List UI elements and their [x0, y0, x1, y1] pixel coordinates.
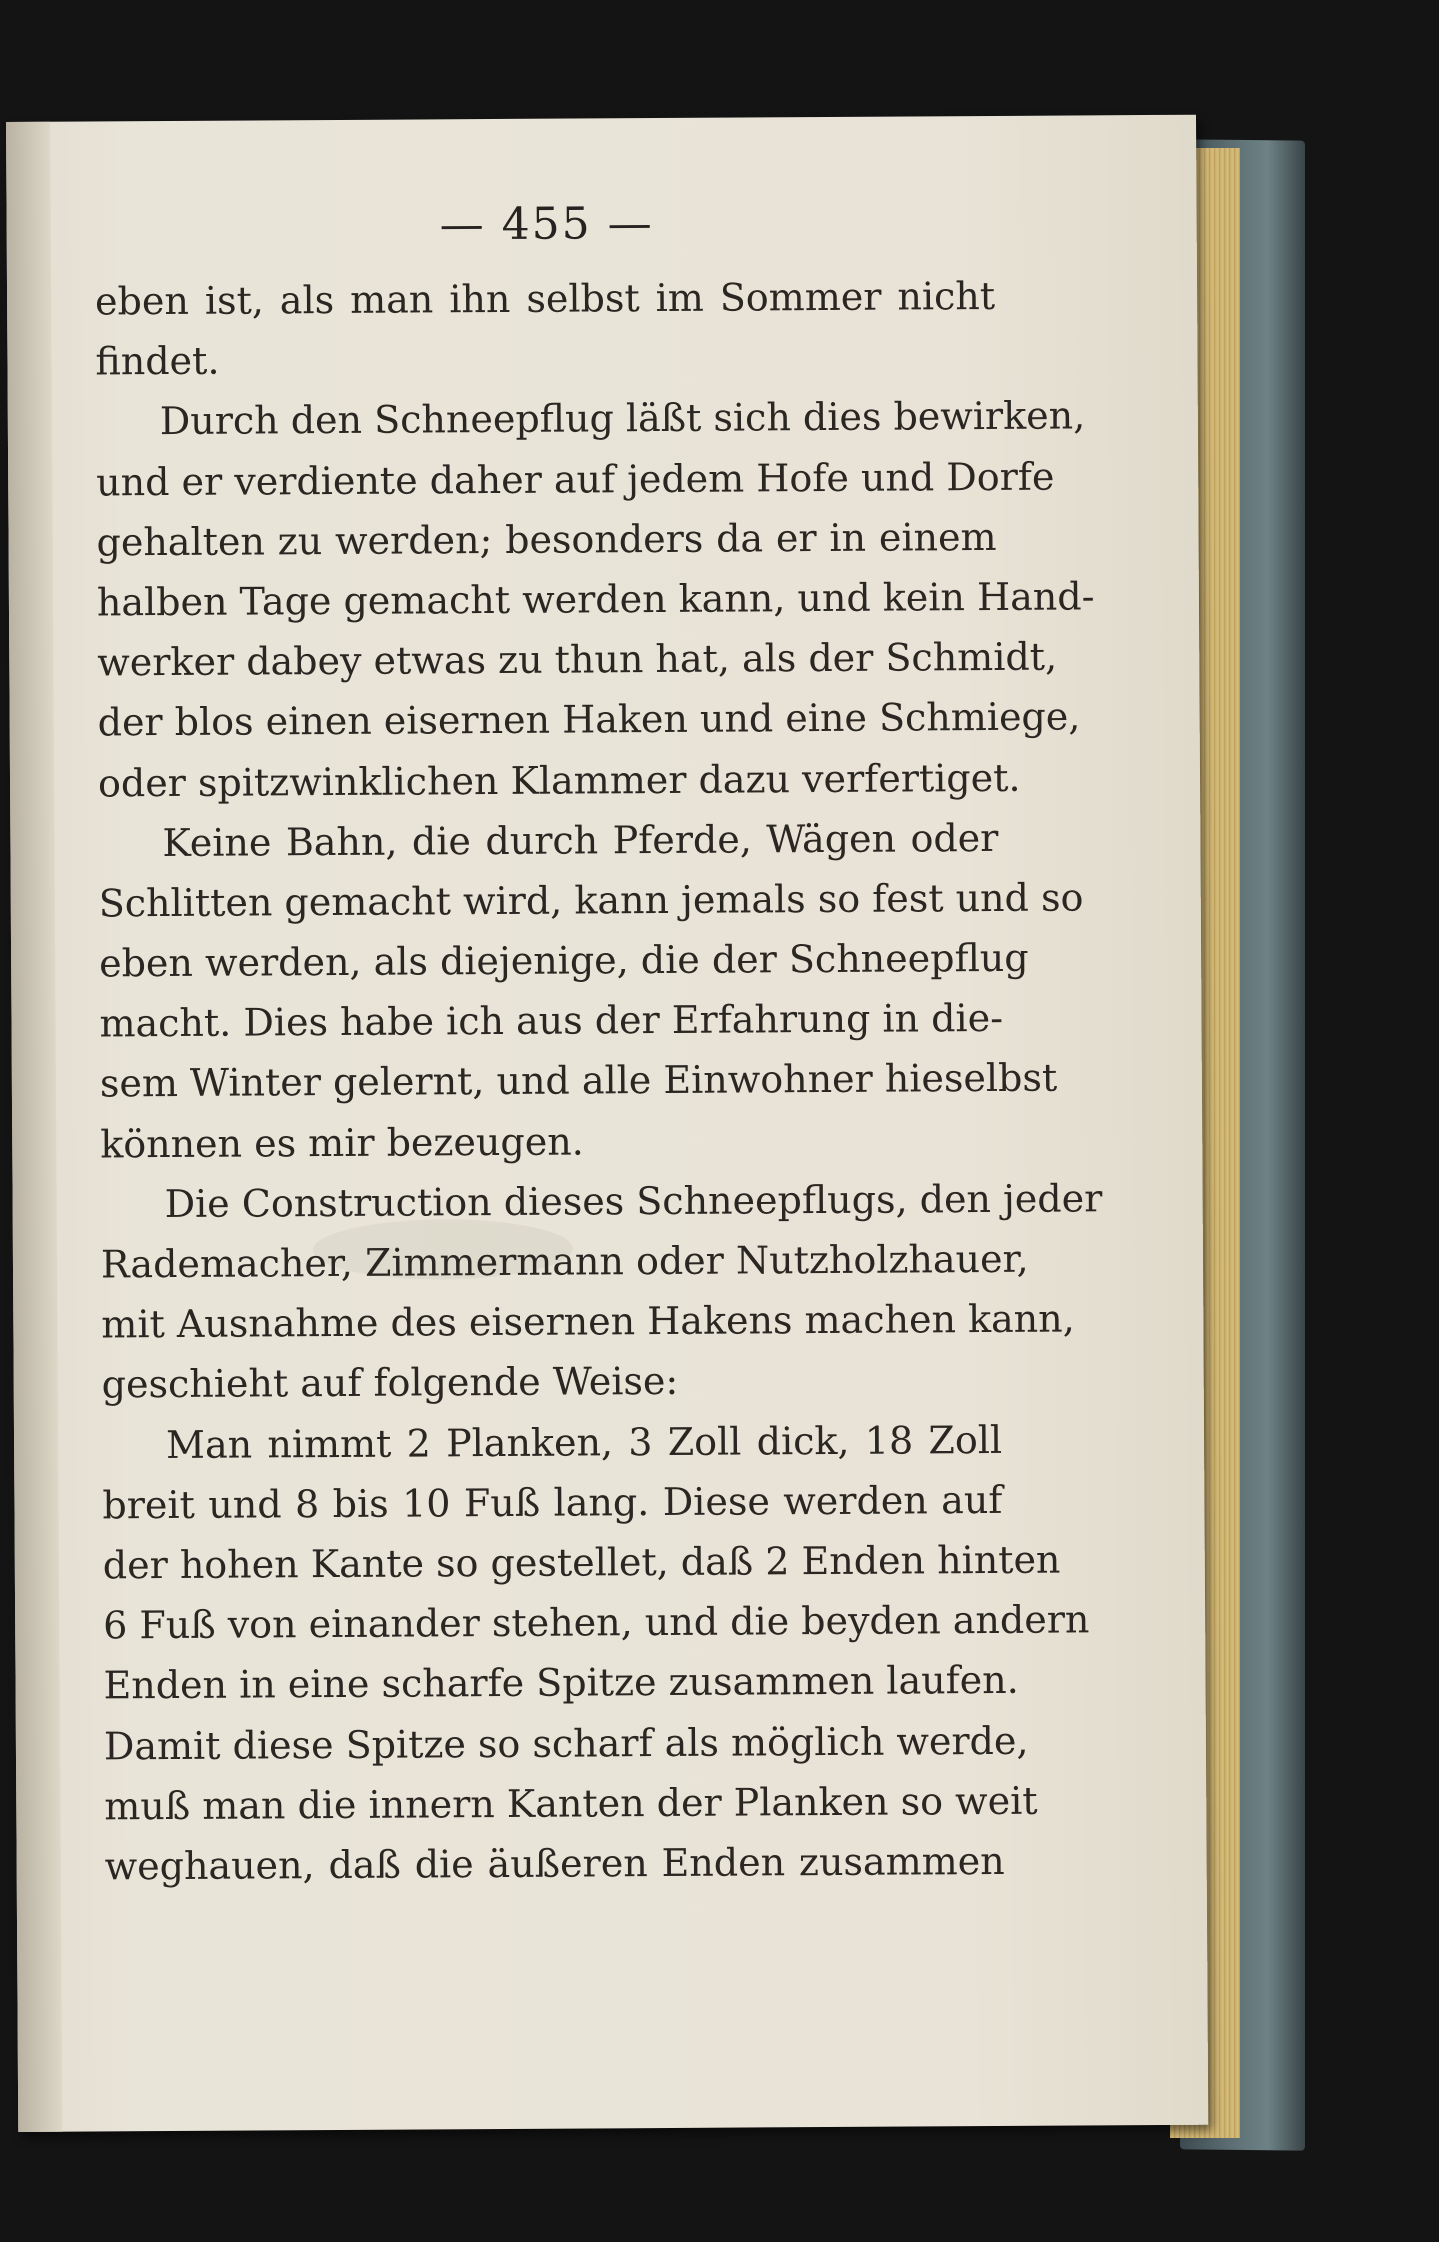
- text-line: der blos einen eisernen Haken und eine Schmiege,: [97, 694, 1081, 745]
- text-line: muß man die innern Kanten der Planken so weit: [104, 1778, 1038, 1829]
- text-line: gehalten zu werden; besonders da er in einem: [96, 514, 997, 565]
- text-line: mit Ausnahme des eisernen Hakens machen kann,: [101, 1296, 1075, 1347]
- text-line: Keine Bahn, die durch Pferde, Wägen oder: [162, 815, 999, 865]
- page-text: [94, 266, 1103, 1897]
- text-line: findet.: [95, 338, 220, 384]
- page-number: — 455 —: [439, 198, 654, 251]
- text-line: weghauen, daß die äußeren Enden zusammen: [104, 1838, 1005, 1889]
- book-page: [6, 115, 1208, 2132]
- page-gutter: [6, 122, 62, 2132]
- text-line: Enden in eine scharfe Spitze zusammen laufen.: [103, 1658, 1019, 1708]
- text-line: können es mir bezeugen.: [100, 1119, 584, 1167]
- text-line: werker dabey etwas zu thun hat, als der Schmidt,: [97, 634, 1058, 685]
- text-line: Die Construction dieses Schneepflugs, den jeder: [164, 1176, 1103, 1226]
- text-line: Rademacher, Zimmermann oder Nutzholzhauer,: [100, 1236, 1029, 1287]
- text-line: eben ist, als man ihn selbst im Sommer nicht: [94, 273, 996, 324]
- text-line: Durch den Schneepflug läßt sich dies bewirken,: [159, 393, 1086, 444]
- text-line: macht. Dies habe ich aus der Erfahrung in die-: [99, 996, 1004, 1046]
- text-line: halben Tage gemacht werden kann, und kein Hand-: [96, 574, 1095, 625]
- text-line: breit und 8 bis 10 Fuß lang. Diese werden auf: [102, 1477, 1003, 1528]
- text-line: Damit diese Spitze so scharf als möglich werde,: [103, 1718, 1029, 1768]
- text-line: Schlitten gemacht wird, kann jemals so fest und so: [98, 875, 1084, 926]
- text-line: Man nimmt 2 Planken, 3 Zoll dick, 18 Zoll: [165, 1417, 1003, 1467]
- text-line: und er verdiente daher auf jedem Hofe und Dorfe: [96, 454, 1055, 505]
- text-line: geschieht auf folgende Weise:: [101, 1359, 679, 1407]
- text-line: oder spitzwinklichen Klammer dazu verfertiget.: [97, 755, 1021, 805]
- text-line: der hohen Kante so gestellet, daß 2 Enden hinten: [102, 1537, 1061, 1588]
- text-line: 6 Fuß von einander stehen, und die beyden andern: [103, 1597, 1090, 1648]
- text-line: sem Winter gelernt, und alle Einwohner hieselbst: [99, 1056, 1058, 1106]
- text-line: eben werden, als diejenige, die der Schneepflug: [99, 935, 1029, 986]
